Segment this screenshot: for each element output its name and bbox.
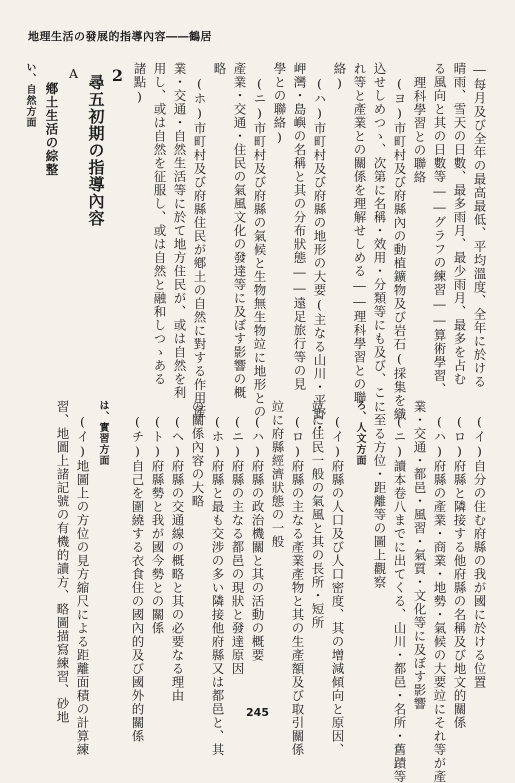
text-line: (ニ)市町村及び府縣の氣候と生物無生物竝に地形との — [252, 75, 267, 419]
text-line: (ハ)府縣の產業・商業・地勢・氣候の大要竝にそれ等が產 — [432, 413, 447, 783]
text-line: (ヘ)府縣の交通線の概略と其の必要なる理由 — [170, 413, 185, 703]
text-line: れ等と產業との關係を理解せしめる――理科學習との聯 — [352, 62, 367, 405]
text-line: 込せしめつゝ、次第に名稱・效用・分類等にも及び、こ — [372, 62, 387, 400]
text-line: 業・交通・都邑・風習・氣質・文化等に及ぼす影響 — [412, 400, 427, 711]
text-line: (イ)府縣の人口及び人口密度、其の增減傾向と原因、 — [330, 413, 345, 757]
text-line: (ニ)府縣の主なる都邑の現狀と發達原因 — [230, 413, 245, 676]
text-line: 產業・交通・住民の氣風文化の發達等に及ぼす影響の概 — [232, 62, 247, 400]
text-line: (ハ)府縣の政治機關と其の活動の概要 — [250, 413, 265, 662]
text-line: (ヨ)市町村及び府縣內の動植鑛物及び岩石(採集を織 — [392, 75, 407, 421]
sub-a-letter: A — [66, 66, 81, 82]
text-line: る風向と其の日數等――グラフの練習――算術學習、 — [432, 62, 447, 396]
text-line: 絡) — [332, 62, 347, 92]
text-line: に至る方位・距離等の圖上觀察 — [372, 400, 387, 589]
text-line: (ホ)府縣と最も交涉の多い隣接他府縣又は都邑と、其 — [210, 413, 225, 757]
text-line: 習、地圖上諸記號の有機的讀方、略圖描寫練習、砂地 — [55, 400, 70, 724]
text-line: 諸點) — [132, 62, 147, 105]
text-line: 業・交通・自然生活等に於て地方住民が、或は自然を利 — [172, 62, 187, 400]
text-line: (イ)地圖上の方位の見方縮尺による距離面積の計算練 — [75, 413, 90, 757]
text-line: 竝に住民一般の氣風と其の長所・短所 — [310, 400, 325, 630]
sub-ha-label: は、實習方面 — [97, 400, 108, 466]
text-line: (ニ)讀本卷八までに出てくる、山川・都邑・名所・舊蹟等 — [392, 413, 407, 783]
running-header: 地理生活の發展的指導內容――鶴居 — [28, 30, 212, 43]
text-line: 略 — [212, 62, 227, 76]
sub-i-label: い、自然方面 — [24, 62, 35, 128]
text-line: 學との聯絡) — [272, 62, 287, 146]
text-line: (イ)自分の住む府縣の我が國に於ける位置 — [472, 413, 487, 689]
text-line: 晴雨、雪天の日數、最多雨月、最少雨月、最多を占む — [452, 62, 467, 386]
sub-ro-label: ろ、人文方面 — [354, 400, 365, 466]
page-number: 245 — [246, 706, 269, 719]
text-line: ―每月及び全年の最高最低、平均溫度、全年に於ける — [472, 62, 487, 389]
section-heading: 尋五初期の指導內容 — [86, 74, 105, 227]
text-line: (ハ)市町村及び府縣の地形の大要(主なる山川・平野・ — [312, 75, 327, 435]
text-line: 用し、或は自然を征服し、或は自然と融和しつゝある — [152, 62, 167, 386]
section-2-heading-block — [24, 62, 128, 377]
section-number: 2 — [108, 66, 127, 86]
text-line: 竝に府縣經濟狀態の一般 — [270, 400, 285, 549]
text-line: (ロ)府縣の主なる產業產物と其の生產額及び取引關係 — [290, 413, 305, 757]
bottom-right-intro-block — [349, 400, 489, 783]
text-line: の關係內容の大略 — [190, 400, 205, 508]
text-line: 理科學習との聯絡 — [412, 75, 427, 184]
text-line: (ト)府縣勢と我が國今勢との關係 — [150, 413, 165, 635]
text-line: (ロ)府縣と隣接する他府縣の名稱及び地文的關係 — [452, 413, 467, 730]
bottom-left-text-block — [28, 400, 112, 757]
text-line: (ホ)市町村及び府縣住民が鄕土の自然に對する作用產 — [192, 75, 207, 419]
sub-a-title: 鄕土生活の綜整 — [44, 82, 59, 177]
text-line: 岬灣・島嶼の名稱と其の分布狀態――遠足旅行等の見 — [292, 62, 307, 391]
text-line: (チ)自己を圍繞する衣食住の國內的及び國外的關係 — [130, 413, 145, 743]
